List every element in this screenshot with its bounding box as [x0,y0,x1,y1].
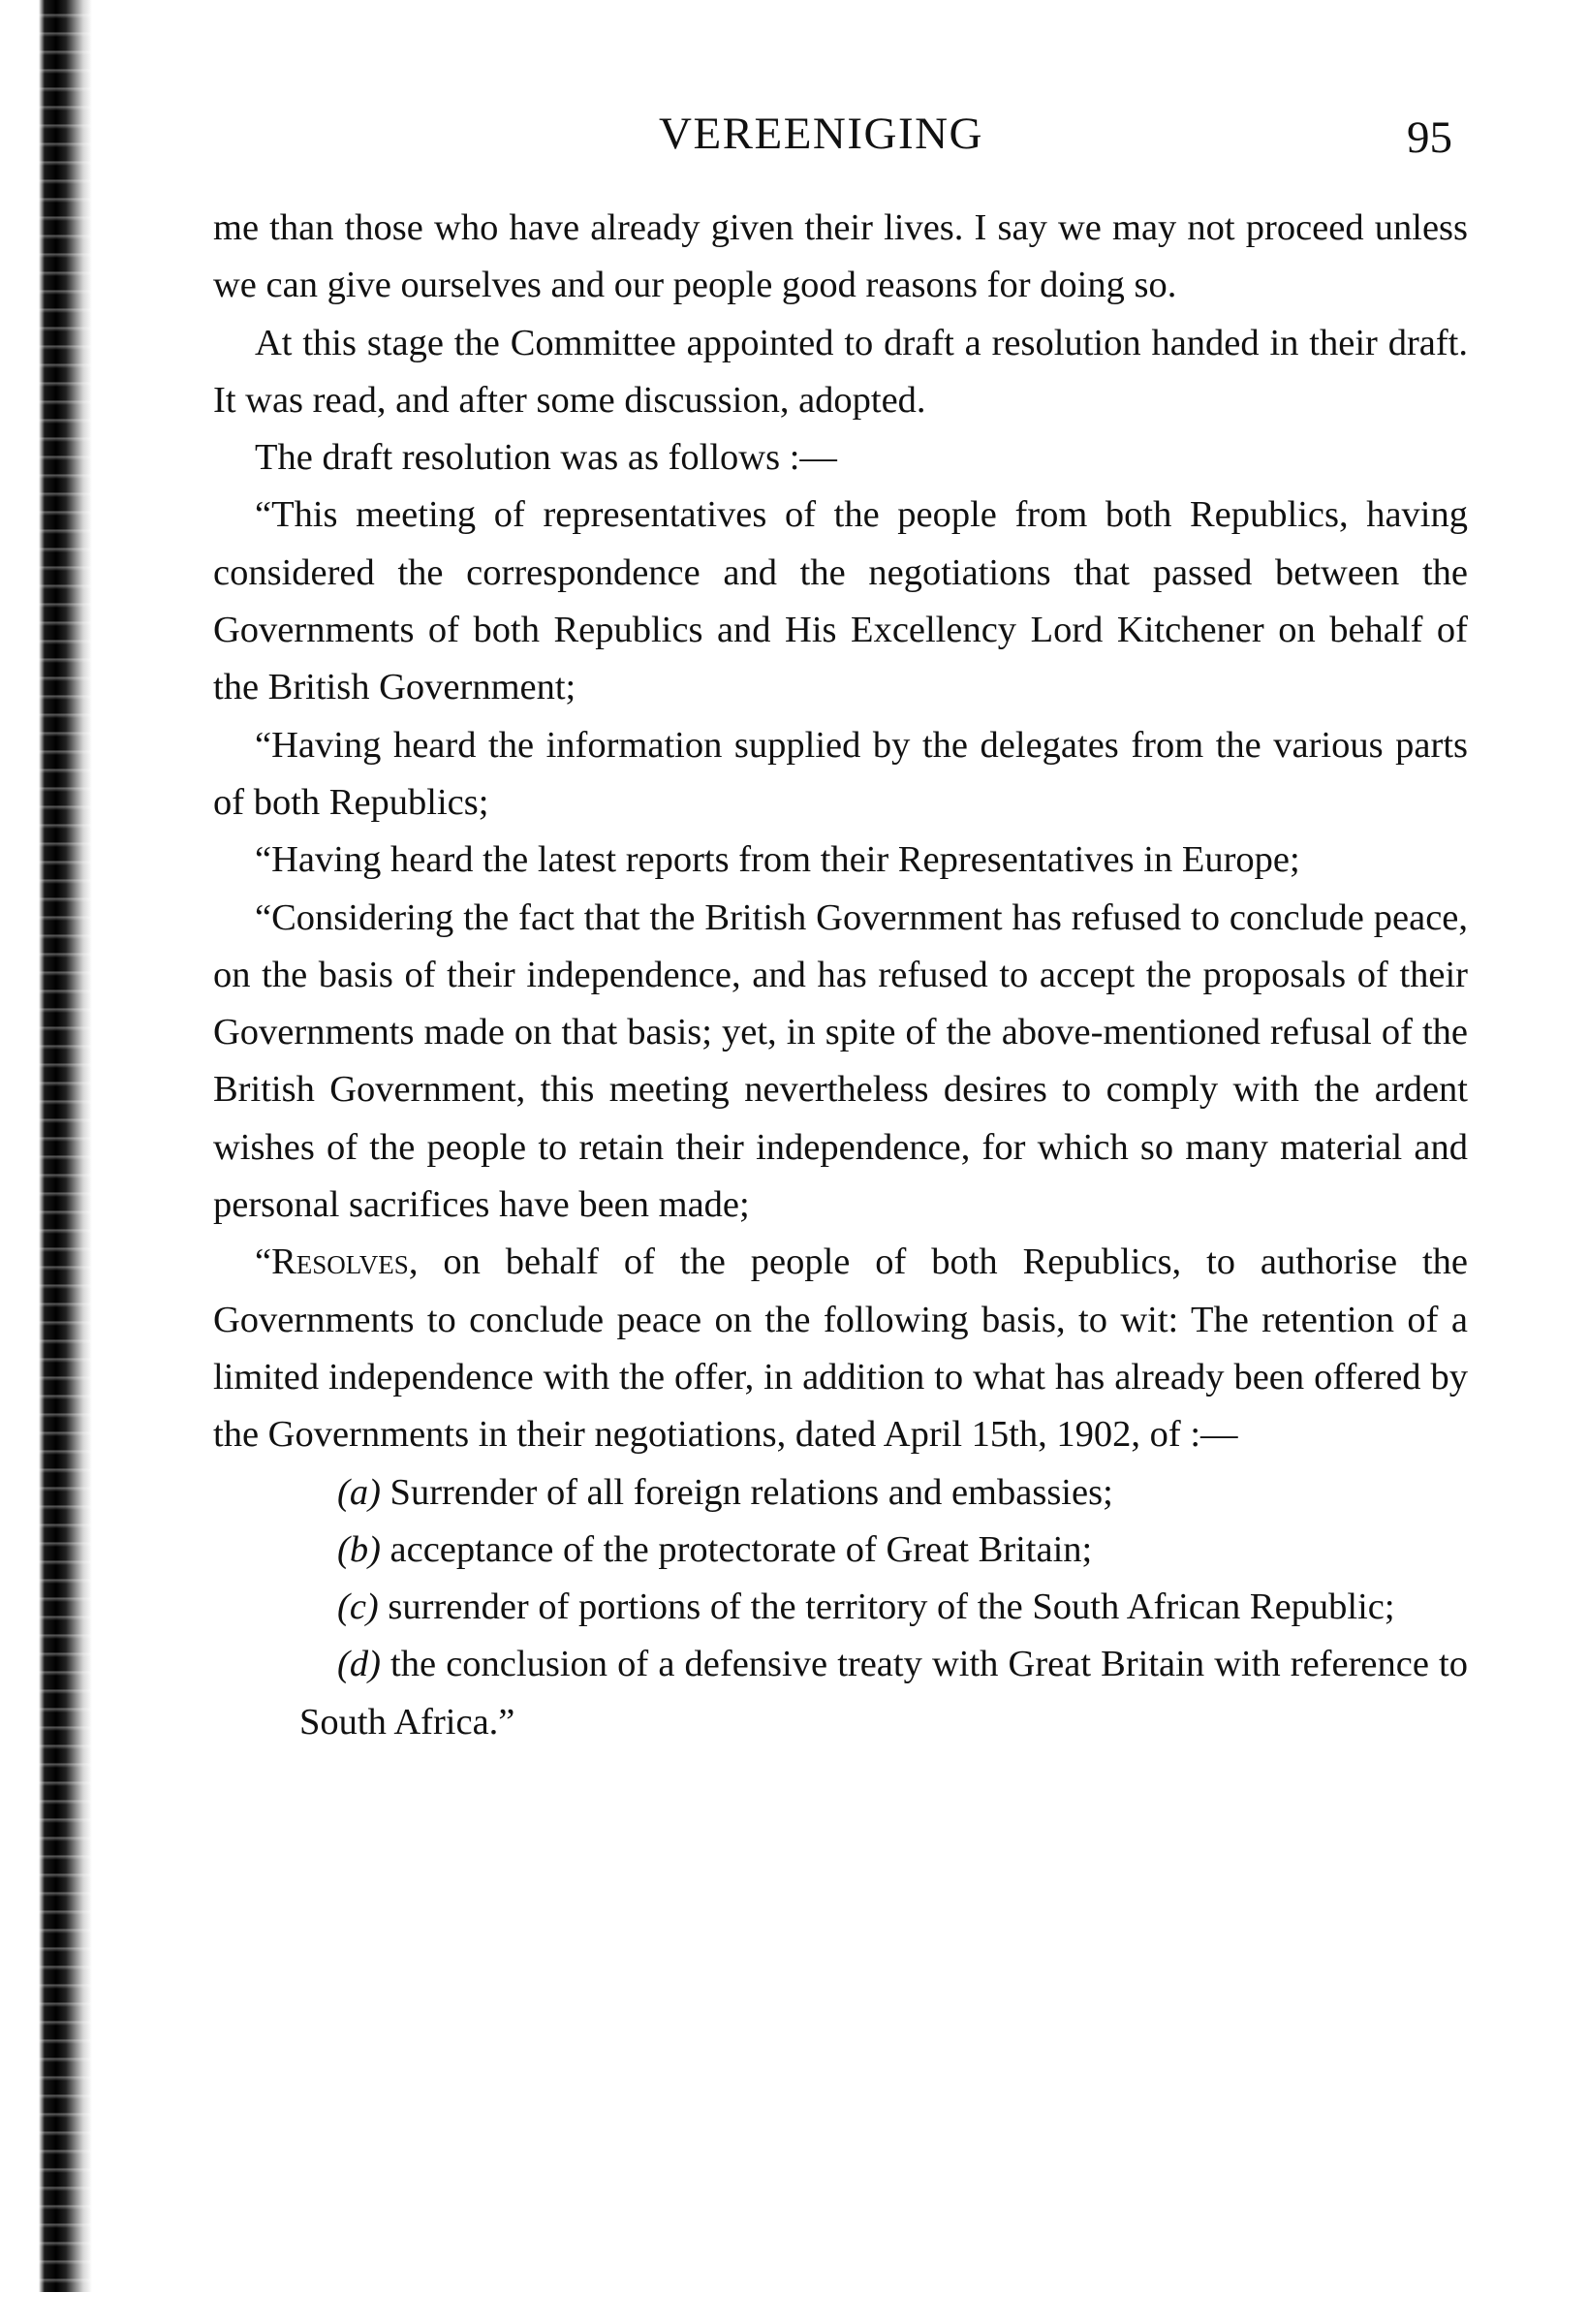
paragraph-committee: At this stage the Committee appointed to draft a resolution handed in their draft. It was read, and after some discussion, adopted. [213,322,1468,421]
paragraph-information: “Having heard the information supplied by the delegates from the various parts of both Republics; [213,724,1468,823]
list-label: (c) [337,1586,379,1628]
page-number: 95 [1407,112,1452,163]
list-text: the conclusion of a defensive treaty with Great Britain with reference to South Africa.” [299,1644,1469,1743]
list-text: Surrender of all foreign relations and embassies; [389,1471,1113,1513]
list-text: surrender of portions of the territory of the South African Republic; [388,1586,1395,1628]
list-item-b [299,1522,1468,1579]
running-title: VEREENIGING [659,109,983,159]
page-binding-edge [0,0,92,2324]
paragraph-considering: “Considering the fact that the British Government has refused to conclude peace, on the basis of their independence, and has refused to accept the proposals of their Governments made on that basis; yet, in spite of the above-mentioned refusal of the British Government, this meeting nevertheless desires to comply with the ardent wishes of the people to retain their independence, for which so many material and personal sacrifices have been made; [213,896,1468,1226]
list-item-a [299,1464,1468,1522]
list-item-d [299,1636,1468,1751]
paragraph-reports: “Having heard the latest reports from their Representatives in Europe; [255,839,1300,881]
paragraph-resolution-intro: The draft resolution was as follows :— [255,437,837,479]
list-label: (d) [337,1644,381,1685]
resolves-keyword: Resolves [271,1241,409,1283]
resolves-open-quote: “ [255,1241,272,1283]
running-head [0,105,1588,163]
page-bottom-margin [0,2292,92,2324]
list-text: acceptance of the protectorate of Great Britain; [389,1528,1093,1570]
page-body [213,200,1468,1751]
paragraph-continued: me than those who have already given their lives. I say we may not proceed unless we can give ourselves and our people good reasons for doing so. [213,207,1468,306]
list-label: (b) [337,1528,381,1570]
list-item-c [299,1579,1468,1636]
list-label: (a) [337,1471,381,1513]
resolves-text: , on behalf of the people of both Republics, to authorise the Governments to conclude peace on the following basis, to wit: The retention of a limited independence with the offer, in addition to what has already been offered by the Governments in their negotiations, dated April 15th, 1902, of :— [213,1241,1468,1456]
paragraph-meeting: “This meeting of representatives of the people from both Republics, having considered the correspondence and the negotiations that passed between the Governments of both Republics and His Excellency Lord Kitchener on behalf of the British Government; [213,494,1468,708]
paragraph-resolves [213,1234,1468,1463]
